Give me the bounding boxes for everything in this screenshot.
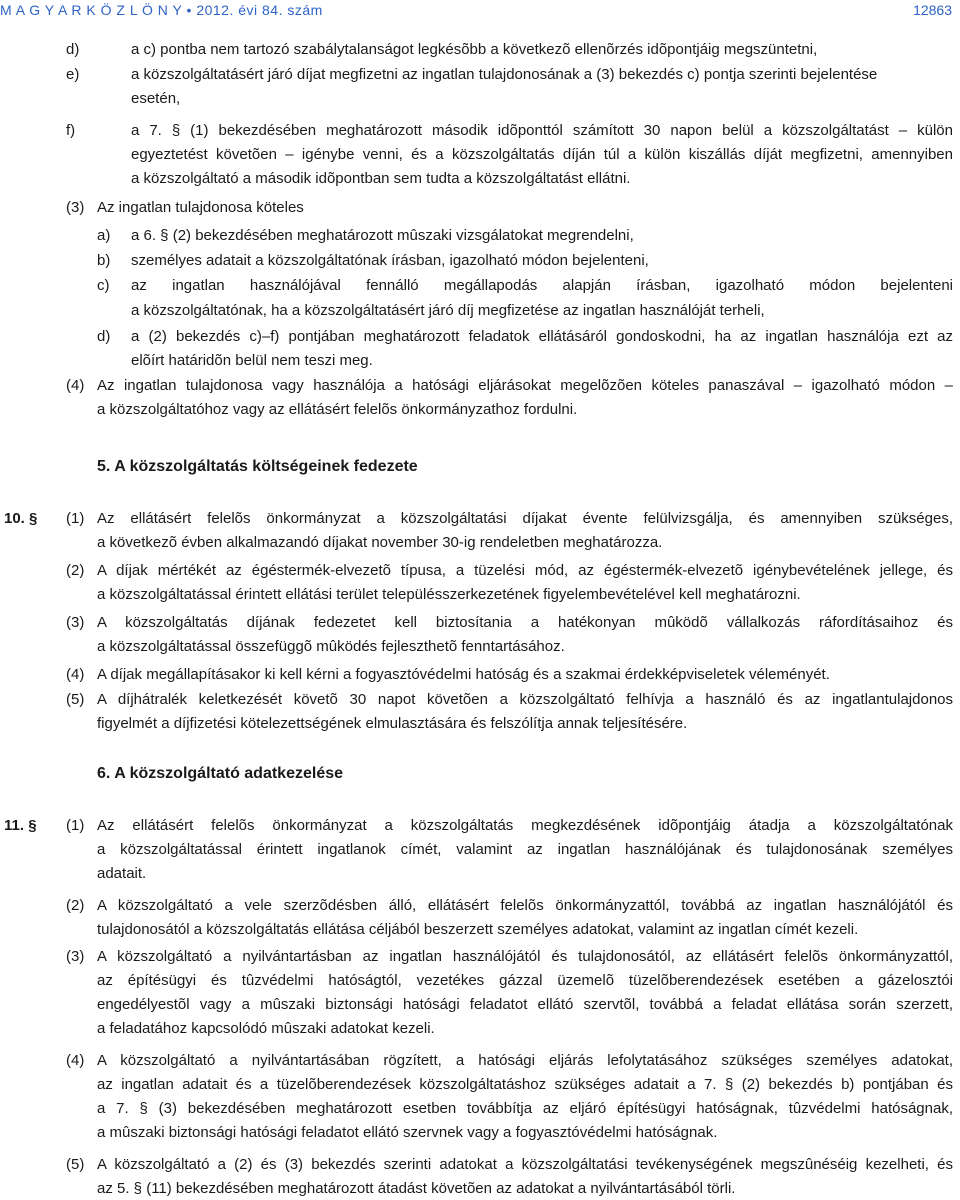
text-line: Az ingatlan tulajdonosa köteles <box>97 199 304 216</box>
text-line: a közszolgáltatásért járó díjat megfizetni az ingatlan tulajdonosának a (3) bekezdés c) pontja szerinti bejelentése <box>131 66 878 83</box>
item-label: (2) <box>66 562 85 579</box>
item-label: a) <box>97 227 111 244</box>
text-line: A díjak megállapításakor ki kell kérni a fogyasztóvédelmi hatóság és a szakmai érdekképviseletek véleményét. <box>97 666 830 683</box>
text-line: A közszolgáltató a nyilvántartásban az ingatlan használójától és tulajdonosától, az ellátásért felelõs önkormányzattól, <box>97 948 953 965</box>
item-label: d) <box>66 41 80 58</box>
item-label: (1) <box>66 817 85 834</box>
section-heading: 5. A közszolgáltatás költségeinek fedezete <box>97 458 418 475</box>
text-line: a feladatához kapcsolódó mûszaki adatokat kezeli. <box>97 1020 435 1037</box>
text-line: a következõ évben alkalmazandó díjakat november 30-ig rendeletben meghatározza. <box>97 534 663 551</box>
page-number: 12863 <box>913 2 952 18</box>
text-line: figyelmét a díjfizetési kötelezettségének elmulasztására és felszólítja annak teljesítésére. <box>97 715 688 732</box>
item-label: (3) <box>66 614 85 631</box>
text-line: A közszolgáltató a (2) és (3) bekezdés szerinti adatokat a közszolgáltatási tevékenységének megszûnéséig kezelheti, és <box>97 1156 953 1173</box>
text-line: a közszolgáltatással érintett ingatlanok címét, valamint az ingatlan használójának és tulajdonosának személyes <box>97 841 953 858</box>
text-line: engedélyestõl vagy a mûszaki biztonsági hatósági feladatot ellátó szervtõl, továbbá a feladat ellátása során szerzett, <box>97 996 953 1013</box>
item-label: (5) <box>66 691 85 708</box>
text-line: elõírt határidõn belül nem teszi meg. <box>131 352 373 369</box>
text-line: egyeztetést követõen – igénybe venni, és a közszolgáltatás díján túl a külön kiszállás díját megfizetni, amennyiben <box>131 146 953 163</box>
item-label: (3) <box>66 199 85 216</box>
item-label: (4) <box>66 1052 85 1069</box>
text-line: a 7. § (1) bekezdésében meghatározott második idõponttól számított 30 napon belül a közszolgáltatást – külön <box>131 122 953 139</box>
text-line: Az ellátásért felelõs önkormányzat a közszolgáltatás megkezdésének idõpontjáig átadja a közszolgáltatónak <box>97 817 953 834</box>
text-line: A díjhátralék keletkezését követõ 30 napot követõen a közszolgáltató felhívja a használó és az ingatlantulajdonos <box>97 691 953 708</box>
item-label: c) <box>97 277 110 294</box>
item-label: (4) <box>66 666 85 683</box>
text-line: a 6. § (2) bekezdésében meghatározott mûszaki vizsgálatokat megrendelni, <box>131 227 634 244</box>
text-line: A díjak mértékét az égéstermék-elvezetõ típusa, a tüzelési mód, az égéstermék-elvezetõ igénybevételének jellege, és <box>97 562 953 579</box>
text-line: Az ellátásért felelõs önkormányzat a közszolgáltatási díjakat évente felülvizsgálja, és amennyiben szükséges, <box>97 510 953 527</box>
item-label: (5) <box>66 1156 85 1173</box>
item-label: b) <box>97 252 111 269</box>
item-label: (3) <box>66 948 85 965</box>
text-line: az ingatlan használójával fennálló megállapodás alapján írásban, igazolható módon bejelenteni <box>131 277 953 294</box>
item-label: d) <box>97 328 111 345</box>
text-line: a közszolgáltatóhoz vagy az ellátásért felelõs önkormányzathoz fordulni. <box>97 401 578 418</box>
text-line: a mûszaki biztonsági hatósági feladatot ellátó szervnek vagy a fogyasztóvédelmi hatóságnak. <box>97 1124 718 1141</box>
text-line: személyes adatait a közszolgáltatónak írásban, igazolható módon bejelenteni, <box>131 252 649 269</box>
text-line: Az ingatlan tulajdonosa vagy használója a hatósági eljárásokat megelõzõen köteles panaszával – igazolható módon – <box>97 377 953 394</box>
item-label: f) <box>66 122 76 139</box>
item-label: (2) <box>66 897 85 914</box>
section-heading: 6. A közszolgáltató adatkezelése <box>97 765 344 782</box>
text-line: tulajdonosától a közszolgáltatás ellátása céljából beszerzett személyes adatokat, valamint az ingatlan címét kezeli. <box>97 921 859 938</box>
text-line: adatait. <box>97 865 147 882</box>
text-line: az ingatlan adatait és a tüzelõberendezések közszolgáltatáshoz szükséges adatait a 7. § (2) bekezdés b) pontjában és <box>97 1076 953 1093</box>
text-line: a közszolgáltatással érintett ellátási terület településszerkezetének figyelembevételével kell meghatározni. <box>97 586 801 603</box>
text-line: az 5. § (11) bekezdésében meghatározott átadást követõen az adatokat a nyilvántartásából törli. <box>97 1180 736 1197</box>
text-line: A közszolgáltató a vele szerzõdésben álló, ellátásért felelõs önkormányzattól, továbbá az ingatlan használójától és <box>97 897 953 914</box>
text-line: a közszolgáltató a második idõpontban sem tudta a közszolgáltatást ellátni. <box>131 170 631 187</box>
text-line: a közszolgáltatással összefüggõ mûködés fejleszthetõ fenntartásához. <box>97 638 565 655</box>
text-line: esetén, <box>131 90 181 107</box>
journal-header: M A G Y A R K Ö Z L Ö N Y • 2012. évi 84. szám <box>0 2 323 18</box>
text-line: A közszolgáltatás díjának fedezetet kell biztosítania a hatékonyan mûködõ vállalkozás ráfordításaihoz és <box>97 614 953 631</box>
text-line: az építésügyi és tûzvédelmi hatóságtól, vezetékes gázzal üzemelõ tüzelõberendezések esetében a gázelosztói <box>97 972 953 989</box>
text-line: A közszolgáltató a nyilvántartásában rögzített, a hatósági eljárás lefolytatásához szükséges személyes adatokat, <box>97 1052 953 1069</box>
text-line: a c) pontba nem tartozó szabálytalanságot legkésõbb a következõ ellenõrzés idõpontjáig megszüntetni, <box>131 41 818 58</box>
text-line: a 7. § (3) bekezdésében meghatározott esetben továbbítja az eljáró építésügyi hatóságnak, tûzvédelmi hatóságnak, <box>97 1100 953 1117</box>
text-line: a közszolgáltatónak, ha a közszolgáltatásért járó díj megfizetése az ingatlan használóját terheli, <box>131 302 765 319</box>
text-line: a (2) bekezdés c)–f) pontjában meghatározott feladatok ellátásáról gondoskodni, ha az ingatlan használója ezt az <box>131 328 953 345</box>
section-number: 11. § <box>4 817 37 834</box>
item-label: e) <box>66 66 80 83</box>
item-label: (4) <box>66 377 85 394</box>
item-label: (1) <box>66 510 85 527</box>
section-number: 10. § <box>4 510 38 527</box>
